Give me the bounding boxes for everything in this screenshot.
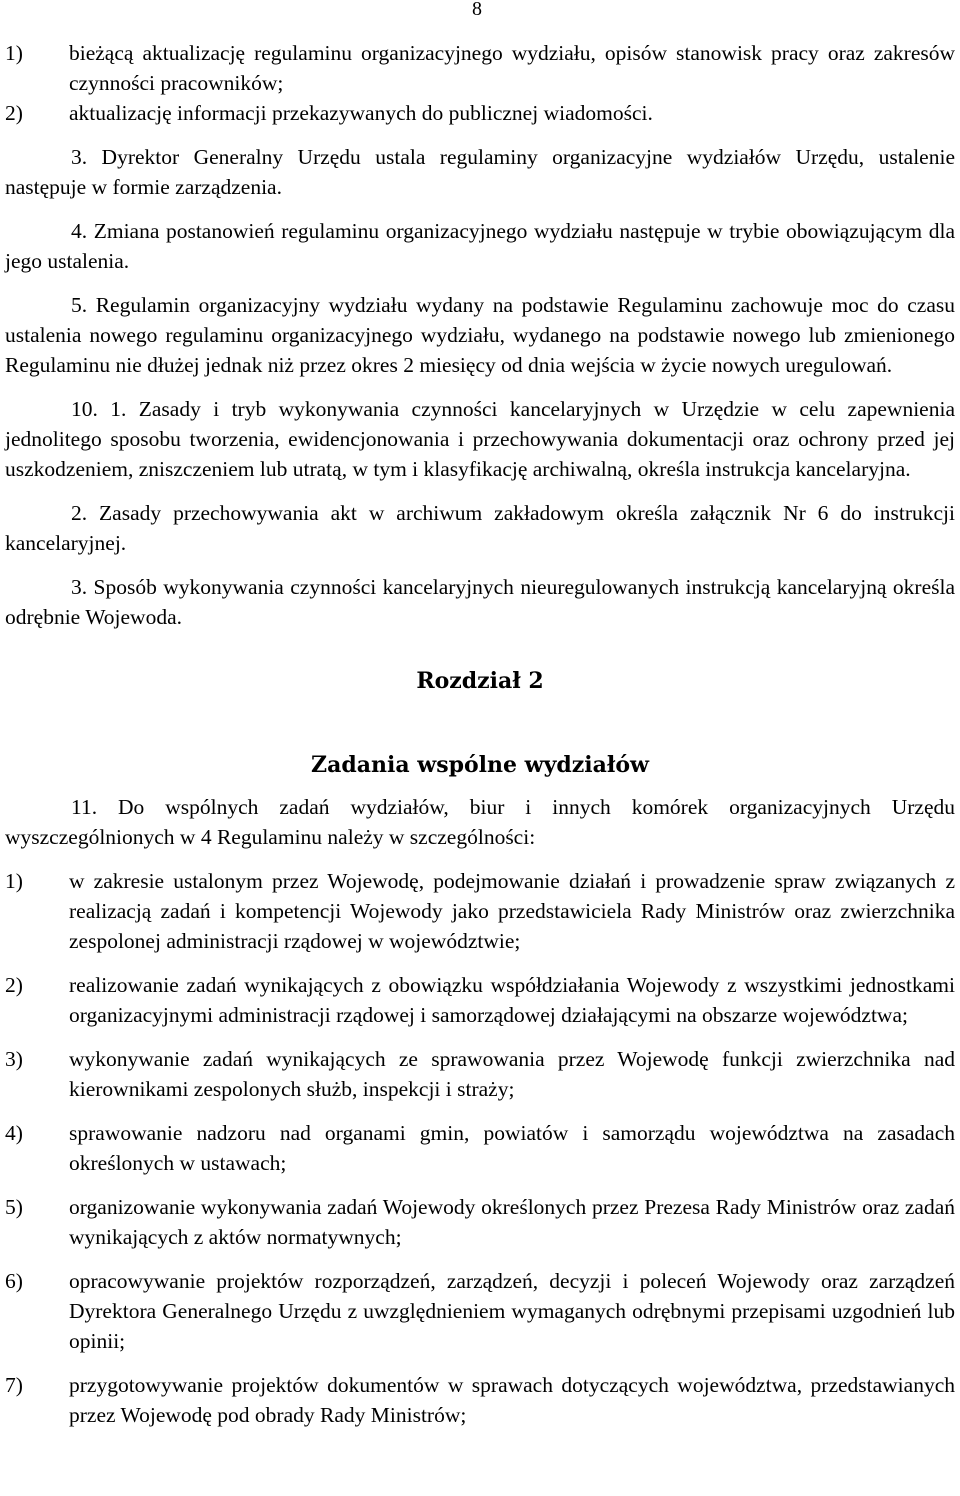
list-item-text: sprawowanie nadzoru nad organami gmin, powiatów i samorządu województwa na zasadach określonych w ustawach; bbox=[69, 1121, 955, 1175]
list-item bbox=[5, 1192, 955, 1252]
chapter-number: Rozdział 2 bbox=[416, 668, 544, 694]
list-item-text: wykonywanie zadań wynikających ze sprawowania przez Wojewodę funkcji zwierzchnika nad kierownikami zespolonych służb, inspekcji i straży; bbox=[69, 1047, 955, 1101]
list-item-number: 7) bbox=[5, 1373, 23, 1397]
list-item-text: przygotowywanie projektów dokumentów w sprawach dotyczących województwa, przedstawianych przez Wojewodę pod obrady Rady Ministrów; bbox=[69, 1373, 955, 1427]
section-intro: 11. Do wspólnych zadań wydziałów, biur i innych komórek organizacyjnych Urzędu wyszczególnionych w 4 Regulaminu należy w szczególności: bbox=[5, 795, 955, 849]
intro-item-number: 2) bbox=[5, 101, 23, 125]
list-item-text: w zakresie ustalonym przez Wojewodę, podejmowanie działań i prowadzenie spraw związanych z realizacją zadań i kompetencji Wojewody jako przedstawiciela Rady Ministrów oraz zwierzchnika zespolonej administracji rządowej w województwie; bbox=[69, 869, 955, 953]
list-item-number: 1) bbox=[5, 869, 23, 893]
paragraph: 5. Regulamin organizacyjny wydziału wydany na podstawie Regulaminu zachowuje moc do czasu ustalenia nowego regulaminu organizacyjnego wydziału, wydanego na podstawie nowego lub zmienionego Regulaminu nie dłużej jednak niż przez okres 2 miesięcy od dnia wejścia w życie nowych uregulowań. bbox=[5, 293, 955, 377]
paragraph: 10. 1. Zasady i tryb wykonywania czynności kancelaryjnych w Urzędzie w celu zapewnienia jednolitego sposobu tworzenia, ewidencjonowania i przechowywania dokumentacji oraz ochrony przed jej uszkodzeniem, zniszczeniem lub utratą, w tym i klasyfikację archiwalną, określa instrukcja kancelaryjna. bbox=[5, 397, 955, 481]
chapter-title: Zadania wspólne wydziałów bbox=[311, 752, 649, 778]
list-item-number: 5) bbox=[5, 1195, 23, 1219]
list-item bbox=[5, 1266, 955, 1356]
list-item-text: opracowywanie projektów rozporządzeń, zarządzeń, decyzji i poleceń Wojewody oraz zarządzeń Dyrektora Generalnego Urzędu z uwzględnieniem wymaganych odrębnymi przepisami uzgodnień lub opinii; bbox=[69, 1269, 955, 1353]
list-item-text: realizowanie zadań wynikających z obowiązku współdziałania Wojewody z wszystkimi jednostkami organizacyjnymi administracji rządowej i samorządowej działającymi na obszarze województwa; bbox=[69, 973, 955, 1027]
page-number: 8 bbox=[472, 0, 482, 20]
list-item-number: 6) bbox=[5, 1269, 23, 1293]
intro-item-text: bieżącą aktualizację regulaminu organizacyjnego wydziału, opisów stanowisk pracy oraz zakresów czynności pracowników; bbox=[69, 41, 955, 95]
list-item bbox=[5, 866, 955, 956]
paragraph: 2. Zasady przechowywania akt w archiwum zakładowym określa załącznik Nr 6 do instrukcji kancelaryjnej. bbox=[5, 501, 955, 555]
list-item-number: 3) bbox=[5, 1047, 23, 1071]
intro-item-text: aktualizację informacji przekazywanych do publicznej wiadomości. bbox=[69, 101, 653, 125]
task-list bbox=[5, 866, 955, 1430]
list-item bbox=[5, 1370, 955, 1430]
paragraph: 4. Zmiana postanowień regulaminu organizacyjnego wydziału następuje w trybie obowiązującym dla jego ustalenia. bbox=[5, 219, 955, 273]
intro-item-number: 1) bbox=[5, 41, 23, 65]
intro-item bbox=[5, 98, 955, 128]
list-item-number: 4) bbox=[5, 1121, 23, 1145]
paragraph: 3. Dyrektor Generalny Urzędu ustala regulaminy organizacyjne wydziałów Urzędu, ustalenie następuje w formie zarządzenia. bbox=[5, 145, 955, 199]
list-item-text: organizowanie wykonywania zadań Wojewody określonych przez Prezesa Rady Ministrów oraz zadań wynikających z aktów normatywnych; bbox=[69, 1195, 955, 1249]
list-item-number: 2) bbox=[5, 973, 23, 997]
list-item bbox=[5, 1044, 955, 1104]
list-item bbox=[5, 970, 955, 1030]
document-body bbox=[5, 38, 955, 1430]
list-item bbox=[5, 1118, 955, 1178]
intro-item bbox=[5, 38, 955, 98]
paragraph: 3. Sposób wykonywania czynności kancelaryjnych nieuregulowanych instrukcją kancelaryjną określa odrębnie Wojewoda. bbox=[5, 575, 955, 629]
